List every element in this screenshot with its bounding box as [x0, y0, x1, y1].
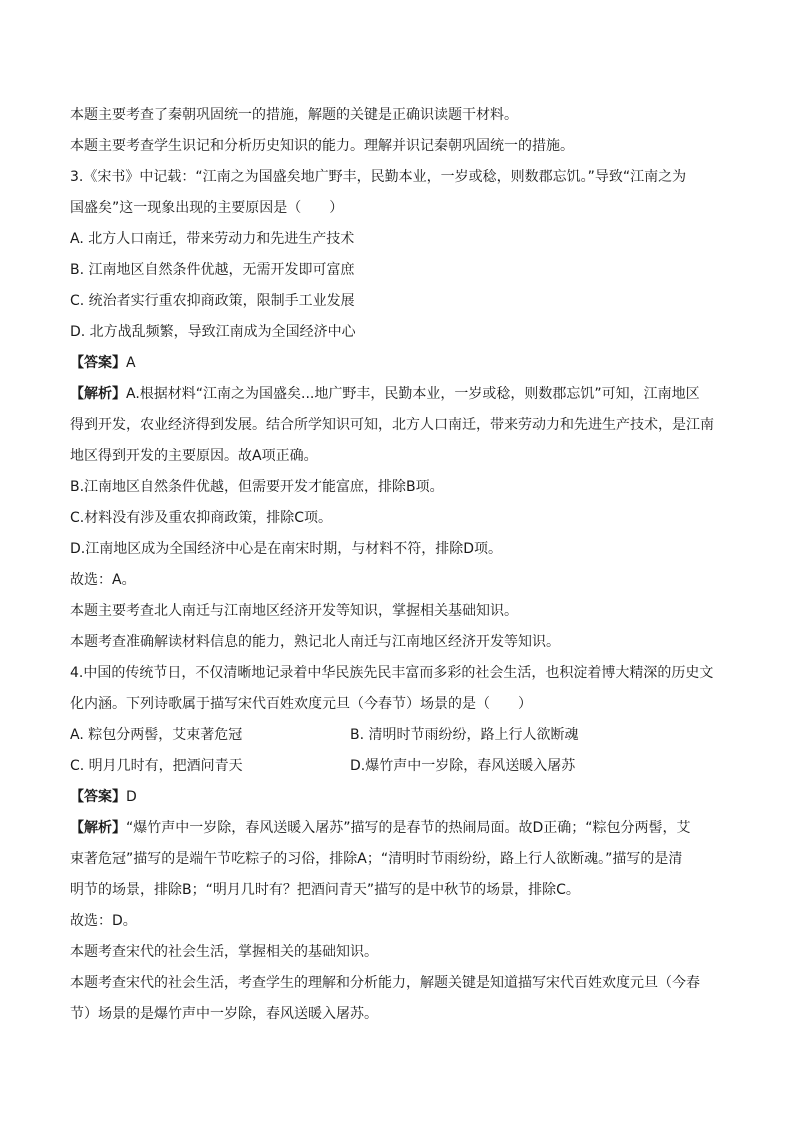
analysis-line: D.江南地区成为全国经济中心是在南宋时期，与材料不符，排除D项。	[70, 541, 503, 557]
question-3-analysis	[70, 379, 730, 410]
analysis-line: C.材料没有涉及重农抑商政策，排除C项。	[70, 510, 332, 526]
analysis-line: 故选：D。	[70, 913, 137, 929]
question-4-analysis	[70, 813, 730, 844]
analysis-label: 【解析】	[70, 386, 126, 402]
answer-label: 【答案】	[70, 355, 126, 371]
question-4-option-b: B. 清明时节雨纷纷，路上行人欲断魂	[350, 727, 579, 743]
question-4-answer	[70, 782, 730, 813]
answer-value: D	[126, 789, 137, 805]
question-4-option-a: A. 粽包分两髻，艾束著危冠	[70, 727, 243, 743]
analysis-line: B.江南地区自然条件优越，但需要开发才能富庶，排除B项。	[70, 479, 444, 495]
analysis-line: 本题考查准确解读材料信息的能力，熟记北人南迁与江南地区经济开发等知识。	[70, 634, 560, 650]
question-3-stem: 3.《宋书》中记载：“江南之为国盛矣地广野丰，民勤本业，一岁或稔，则数郡忘饥。”导致“江南之为	[70, 169, 687, 185]
question-3-option-a: A. 北方人口南迁，带来劳动力和先进生产技术	[70, 231, 355, 247]
analysis-line: 束著危冠”描写的是端午节吃粽子的习俗，排除A；“清明时节雨纷纷，路上行人欲断魂。”描写的是清	[70, 851, 683, 867]
document-page	[70, 100, 730, 1030]
analysis-line: 得到开发，农业经济得到发展。结合所学知识可知，北方人口南迁，带来劳动力和先进生产技术，是江南	[70, 417, 714, 433]
analysis-line: 明节的场景，排除B；“明月几时有？把酒问青天”描写的是中秋节的场景，排除C。	[70, 882, 580, 898]
analysis-line: 本题考查宋代的社会生活，掌握相关的基础知识。	[70, 944, 378, 960]
analysis-line: 本题考查宋代的社会生活，考查学生的理解和分析能力，解题关键是知道描写宋代百姓欢度元旦（今春	[70, 975, 700, 991]
question-3-option-b: B. 江南地区自然条件优越，无需开发即可富庶	[70, 262, 355, 278]
question-4-option-c: C. 明月几时有，把酒问青天	[70, 758, 243, 774]
question-4-stem: 4.中国的传统节日，不仅清晰地记录着中华民族先民丰富而多彩的社会生活，也积淀着博大精深的历史文	[70, 665, 714, 681]
answer-value: A	[126, 355, 136, 371]
question-3-option-c: C. 统治者实行重农抑商政策，限制手工业发展	[70, 293, 355, 309]
question-3-option-d: D. 北方战乱频繁，导致江南成为全国经济中心	[70, 324, 356, 340]
question-4-stem: 化内涵。下列诗歌属于描写宋代百姓欢度元旦（今春节）场景的是（ ）	[70, 696, 532, 712]
analysis-line: 节）场景的是爆竹声中一岁除，春风送暖入屠苏。	[70, 1006, 378, 1022]
analysis-text: “爆竹声中一岁除，春风送暖入屠苏”描写的是春节的热闹局面。故D正确；“粽包分两髻，艾	[126, 820, 691, 836]
question-4-options-row	[70, 720, 730, 751]
analysis-line: 本题主要考查北人南迁与江南地区经济开发等知识，掌握相关基础知识。	[70, 603, 518, 619]
summary-line: 本题主要考查学生识记和分析历史知识的能力。理解并识记秦朝巩固统一的措施。	[70, 138, 574, 154]
question-4-option-d: D.爆竹声中一岁除，春风送暖入屠苏	[350, 758, 576, 774]
analysis-label: 【解析】	[70, 820, 126, 836]
analysis-line: 故选：A。	[70, 572, 136, 588]
analysis-line: 地区得到开发的主要原因。故A项正确。	[70, 448, 318, 464]
question-4-options-row	[70, 751, 730, 782]
answer-label: 【答案】	[70, 789, 126, 805]
question-3-stem: 国盛矣”这一现象出现的主要原因是（ ）	[70, 200, 344, 216]
analysis-text: A.根据材料“江南之为国盛矣...地广野丰，民勤本业，一岁或稔，则数郡忘饥”可知，江南地区	[126, 386, 700, 402]
summary-line: 本题主要考查了秦朝巩固统一的措施，解题的关键是正确识读题干材料。	[70, 107, 518, 123]
question-3-answer	[70, 348, 730, 379]
